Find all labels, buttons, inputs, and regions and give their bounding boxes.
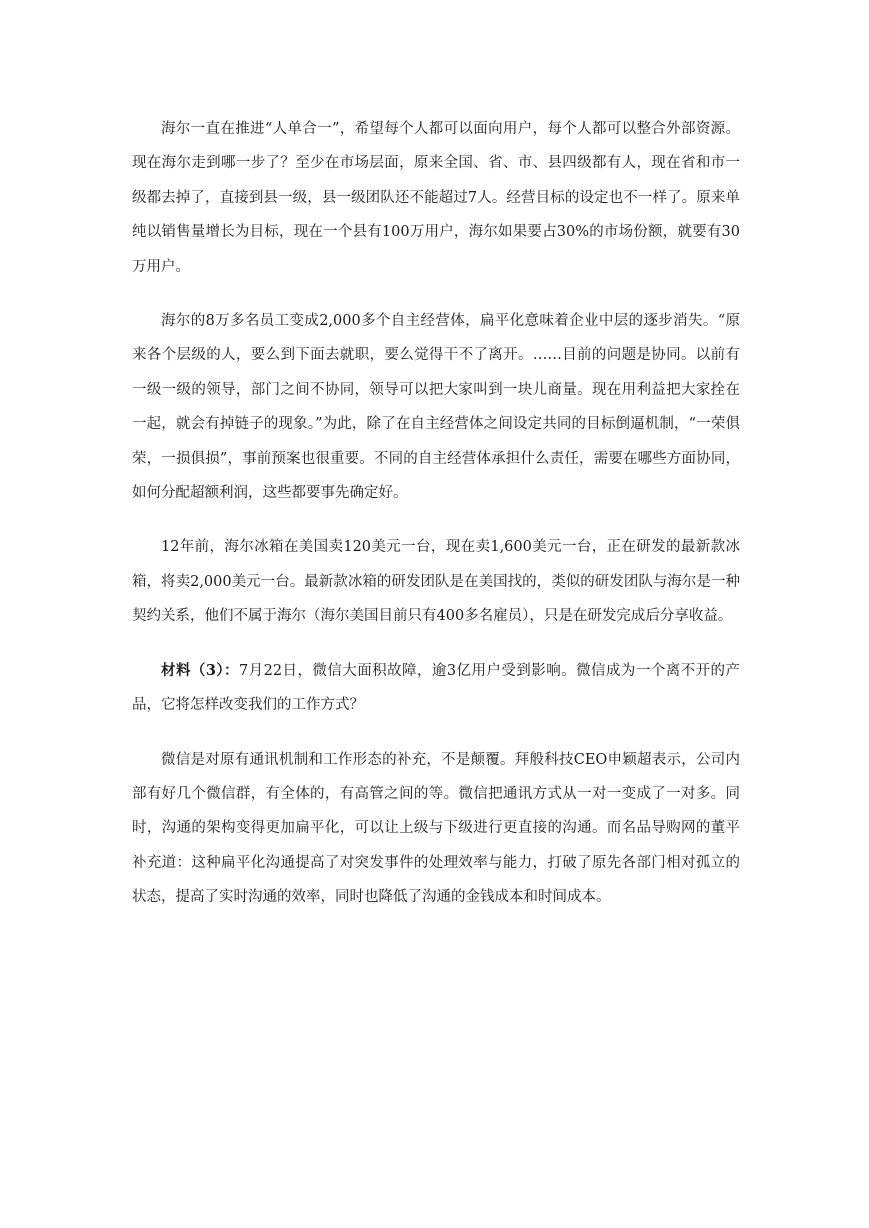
paragraph-text: 7月22日，微信大面积故障，逾3亿用户受到影响。微信成为一个离不开的产品，它将怎样改变我们的工作方式？ [132,662,740,714]
paragraph-wechat-communication [132,743,740,915]
paragraph-haier-fridge-rd [132,530,740,633]
paragraph-text: 海尔的8万多名员工变成2,000多个自主经营体，扁平化意味着企业中层的逐步消失。“原来各个层级的人，要么到下面去就职，要么觉得干不了离开。……目前的问题是协同。以前有一级一级的领导，部门之间不协同，领导可以把大家叫到一块儿商量。现在用利益把大家拴在一起，就会有掉链子的现象。”为此，除了在自主经营体之间设定共同的目标倒逼机制，“一荣俱荣，一损俱损”，事前预案也很重要。不同的自主经营体承担什么责任，需要在哪些方面协同，如何分配超额利润，这些都要事先确定好。 [132,313,740,502]
paragraph-haier-flattening [132,304,740,510]
paragraph-text: 海尔一直在推进“人单合一”，希望每个人都可以面向用户，每个人都可以整合外部资源。现在海尔走到哪一步了？至少在市场层面，原来全国、省、市、县四级都有人，现在省和市一级都去掉了，直接到县一级，县一级团队还不能超过7人。经营目标的设定也不一样了。原来单纯以销售量增长为目标，现在一个县有100万用户，海尔如果要占30%的市场份额，就要有30万用户。 [132,121,740,275]
document-body [132,112,740,935]
paragraph-material-3 [132,654,740,723]
paragraph-haier-rendanheyi [132,112,740,284]
paragraph-text: 微信是对原有通讯机制和工作形态的补充，不是颠覆。拜般科技CEO申颖超表示，公司内部有好几个微信群，有全体的，有高管之间的等。微信把通讯方式从一对一变成了一对多。同时，沟通的架构变得更加扁平化，可以让上级与下级进行更直接的沟通。而名品导购网的董平补充道：这种扁平化沟通提高了对突发事件的处理效率与能力，打破了原先各部门相对孤立的状态，提高了实时沟通的效率，同时也降低了沟通的金钱成本和时间成本。 [132,751,740,906]
paragraph-text: 12年前，海尔冰箱在美国卖120美元一台，现在卖1,600美元一台，正在研发的最新款冰箱，将卖2,000美元一台。最新款冰箱的研发团队是在美国找的，类似的研发团队与海尔是一种契约关系，他们不属于海尔（海尔美国目前只有400多名雇员），只是在研发完成后分享收益。 [132,539,740,625]
material-label: 材料（3）： [161,661,239,679]
